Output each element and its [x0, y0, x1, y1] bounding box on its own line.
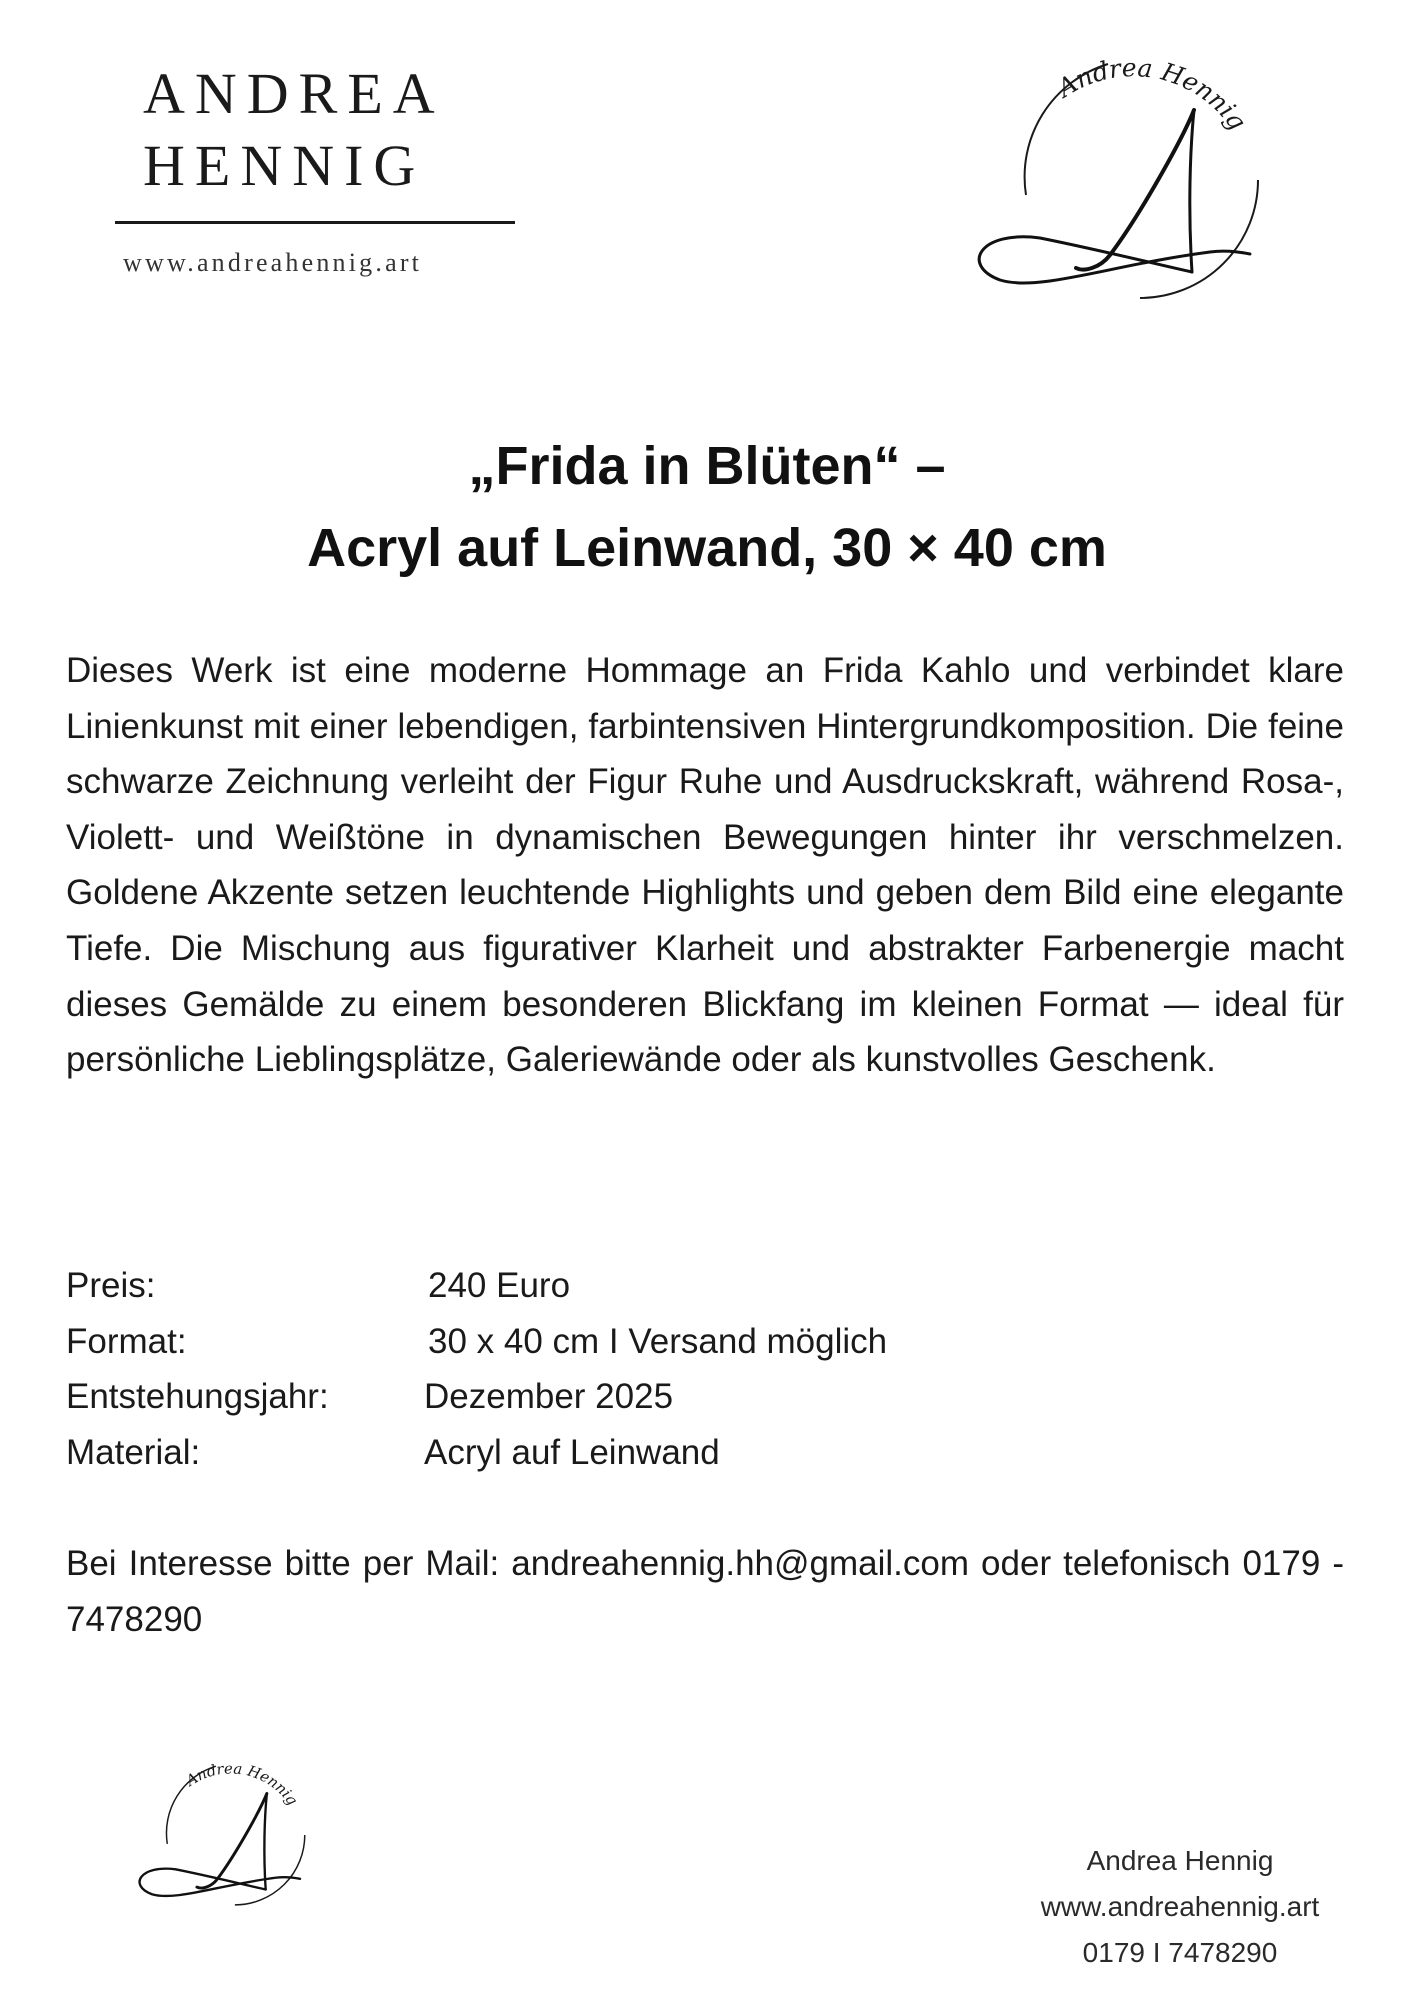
wordmark-divider	[115, 221, 515, 224]
logo-ring-text	[1051, 53, 1252, 135]
artwork-title	[0, 425, 1414, 589]
monogram-logo-small	[128, 1752, 318, 1912]
spec-value: 240 Euro	[428, 1266, 571, 1305]
brand-wordmark	[115, 58, 515, 277]
header-website-url: www.andreahennig.art	[123, 248, 423, 277]
monogram-a-icon	[140, 1793, 300, 1896]
footer-name: Andrea Hennig	[1086, 1845, 1274, 1876]
footer-contact	[1000, 1838, 1360, 1976]
artwork-description: Dieses Werk ist eine moderne Hommage an Frida Kahlo und verbindet klare Linienkunst mit einer lebendigen, farbintensiven Hintergrundkomposition. Die feine schwarze Zeichnung verleiht der Figur Ruhe und Ausdruckskraft, während Rosa-, Violett- und Weißtöne in dynamischen Bewegungen hinter ihr verschmelzen. Goldene Akzente setzen leuchtende Highlights und geben dem Bild eine elegante Tiefe. Die Mischung aus figurativer Klarheit und abstrakter Farbenergie macht dieses Gemälde zu einem besonderen Blickfang im kleinen Format — ideal für persönliche Lieblingsplätze, Galeriewände oder als kunstvolles Geschenk.	[66, 651, 1344, 1080]
spec-label: Preis:	[66, 1266, 156, 1305]
spec-row-format	[66, 1314, 1066, 1370]
logo-ring-text	[182, 1760, 301, 1808]
monogram-logo-large	[960, 40, 1280, 310]
artwork-specs	[66, 1258, 1066, 1480]
footer-website-url: www.andreahennig.art	[1040, 1891, 1320, 1922]
spec-value: Dezember 2025	[424, 1377, 674, 1416]
artwork-title-line-2: Acryl auf Leinwand, 30 × 40 cm	[307, 518, 1107, 578]
spec-label: Entstehungsjahr:	[66, 1377, 329, 1416]
logo-ring-text-path: Andrea Hennig	[183, 1760, 301, 1809]
artwork-title-line-1: „Frida in Blüten“ –	[468, 436, 946, 496]
monogram-a-icon	[979, 110, 1250, 283]
spec-label: Format:	[66, 1321, 187, 1361]
spec-row-price	[66, 1258, 1066, 1314]
wordmark-line-2: HENNIG	[143, 133, 426, 198]
spec-value: 30 x 40 cm I Versand möglich	[428, 1321, 888, 1361]
spec-row-material	[66, 1425, 1066, 1481]
contact-text: Bei Interesse bitte per Mail: andreahennig.hh@gmail.com oder telefonisch 0179 - 7478290	[66, 1544, 1344, 1639]
wordmark-line-1: ANDREA	[143, 61, 445, 126]
spec-value: Acryl auf Leinwand	[424, 1432, 720, 1472]
logo-ring-text-path: Andrea Hennig	[1052, 53, 1253, 136]
spec-label: Material:	[66, 1432, 201, 1472]
spec-row-year	[66, 1369, 1066, 1425]
footer-phone: 0179 I 7478290	[1082, 1937, 1278, 1968]
